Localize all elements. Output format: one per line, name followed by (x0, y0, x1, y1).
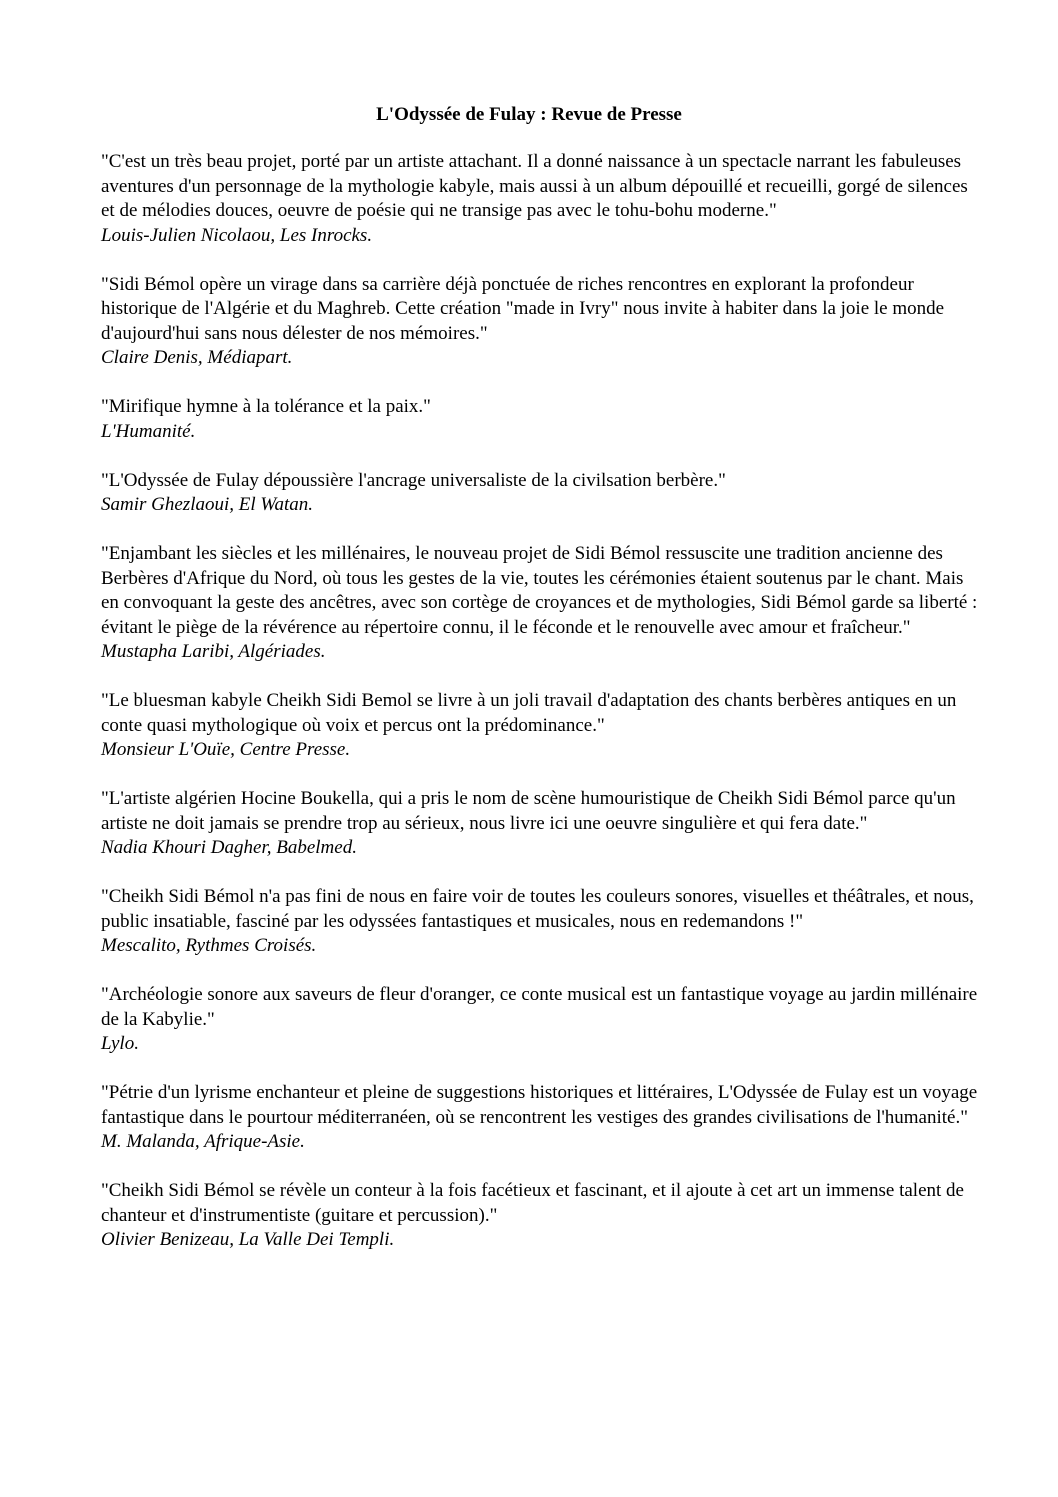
review-quote: "Cheikh Sidi Bémol se révèle un conteur à la fois facétieux et fascinant, et il ajoute à cet art un immense talent de chanteur et d'instrumentiste (guitare et percussion)." (101, 1180, 964, 1226)
press-review (101, 542, 981, 665)
review-quote: "L'artiste algérien Hocine Boukella, qui a pris le nom de scène humouristique de Cheikh Sidi Bémol parce qu'un artiste ne doit jamais se prendre trop au sérieux, nous livre ici une oeuvre singulière et qui fera date." (101, 788, 956, 834)
press-review (101, 150, 981, 248)
review-quote: "Archéologie sonore aux saveurs de fleur d'oranger, ce conte musical est un fantastique voyage au jardin millénaire de la Kabylie." (101, 984, 978, 1030)
review-quote: "Le bluesman kabyle Cheikh Sidi Bemol se livre à un joli travail d'adaptation des chants berbères antiques en un conte quasi mythologique où voix et percus ont la prédominance." (101, 690, 957, 736)
review-source: M. Malanda, Afrique-Asie. (101, 1131, 305, 1152)
press-review (101, 787, 981, 861)
press-review-list (101, 150, 981, 1277)
review-source: Samir Ghezlaoui, El Watan. (101, 494, 313, 515)
review-source: Louis-Julien Nicolaou, Les Inrocks. (101, 224, 373, 246)
review-source: Monsieur L'Ouïe, Centre Presse. (101, 739, 351, 760)
review-source: Olivier Benizeau, La Valle Dei Templi. (101, 1229, 395, 1250)
press-review (101, 1179, 981, 1253)
review-quote: "Mirifique hymne à la tolérance et la paix." (101, 396, 431, 417)
review-source: L'Humanité. (101, 420, 196, 442)
review-quote: "L'Odyssée de Fulay dépoussière l'ancrage universaliste de la civilsation berbère." (101, 469, 726, 491)
review-quote: "Pétrie d'un lyrisme enchanteur et pleine de suggestions historiques et littéraires, L'Odyssée de Fulay est un voyage fantastique dans le pourtour méditerranéen, où se rencontrent les vestiges des grandes civilisations de l'humanité." (101, 1082, 978, 1128)
review-source: Nadia Khouri Dagher, Babelmed. (101, 837, 357, 858)
press-review (101, 885, 981, 959)
press-review (101, 273, 981, 371)
page-title: L'Odyssée de Fulay : Revue de Presse (376, 104, 682, 125)
review-source: Lylo. (101, 1033, 139, 1054)
press-review (101, 1081, 981, 1155)
press-review (101, 689, 981, 763)
review-source: Mescalito, Rythmes Croisés. (101, 935, 317, 956)
press-review (101, 983, 981, 1057)
review-source: Claire Denis, Médiapart. (101, 347, 293, 368)
review-quote: "C'est un très beau projet, porté par un artiste attachant. Il a donné naissance à un spectacle narrant les fabuleuses aventures d'un personnage de la mythologie kabyle, mais aussi à un album dépouillé et recueilli, gorgé de silences et de mélodies douces, oeuvre de poésie qui ne transige pas avec le tohu-bohu moderne." (101, 151, 968, 221)
review-quote: "Sidi Bémol opère un virage dans sa carrière déjà ponctuée de riches rencontres en explorant la profondeur historique de l'Algérie et du Maghreb. Cette création "made in Ivry" nous invite à habiter dans la joie le monde d'aujourd'hui sans nous délester de nos mémoires." (101, 273, 945, 344)
press-review (101, 469, 981, 518)
press-review (101, 395, 981, 444)
review-quote: "Cheikh Sidi Bémol n'a pas fini de nous en faire voir de toutes les couleurs sonores, visuelles et théâtrales, et nous, public insatiable, fasciné par les odyssées fantastiques et musicales, nous en redemandons !" (101, 886, 974, 932)
review-quote: "Enjambant les siècles et les millénaires, le nouveau projet de Sidi Bémol ressuscite une tradition ancienne des Berbères d'Afrique du Nord, où tous les gestes de la vie, toutes les cérémonies étaient soutenus par le chant. Mais en convoquant la geste des ancêtres, avec son cortège de croyances et de mythologies, Sidi Bémol garde sa liberté : évitant le piège de la révérence au répertoire connu, il le féconde et le renouvelle avec amour et fraîcheur." (101, 543, 978, 638)
review-source: Mustapha Laribi, Algériades. (101, 641, 326, 662)
